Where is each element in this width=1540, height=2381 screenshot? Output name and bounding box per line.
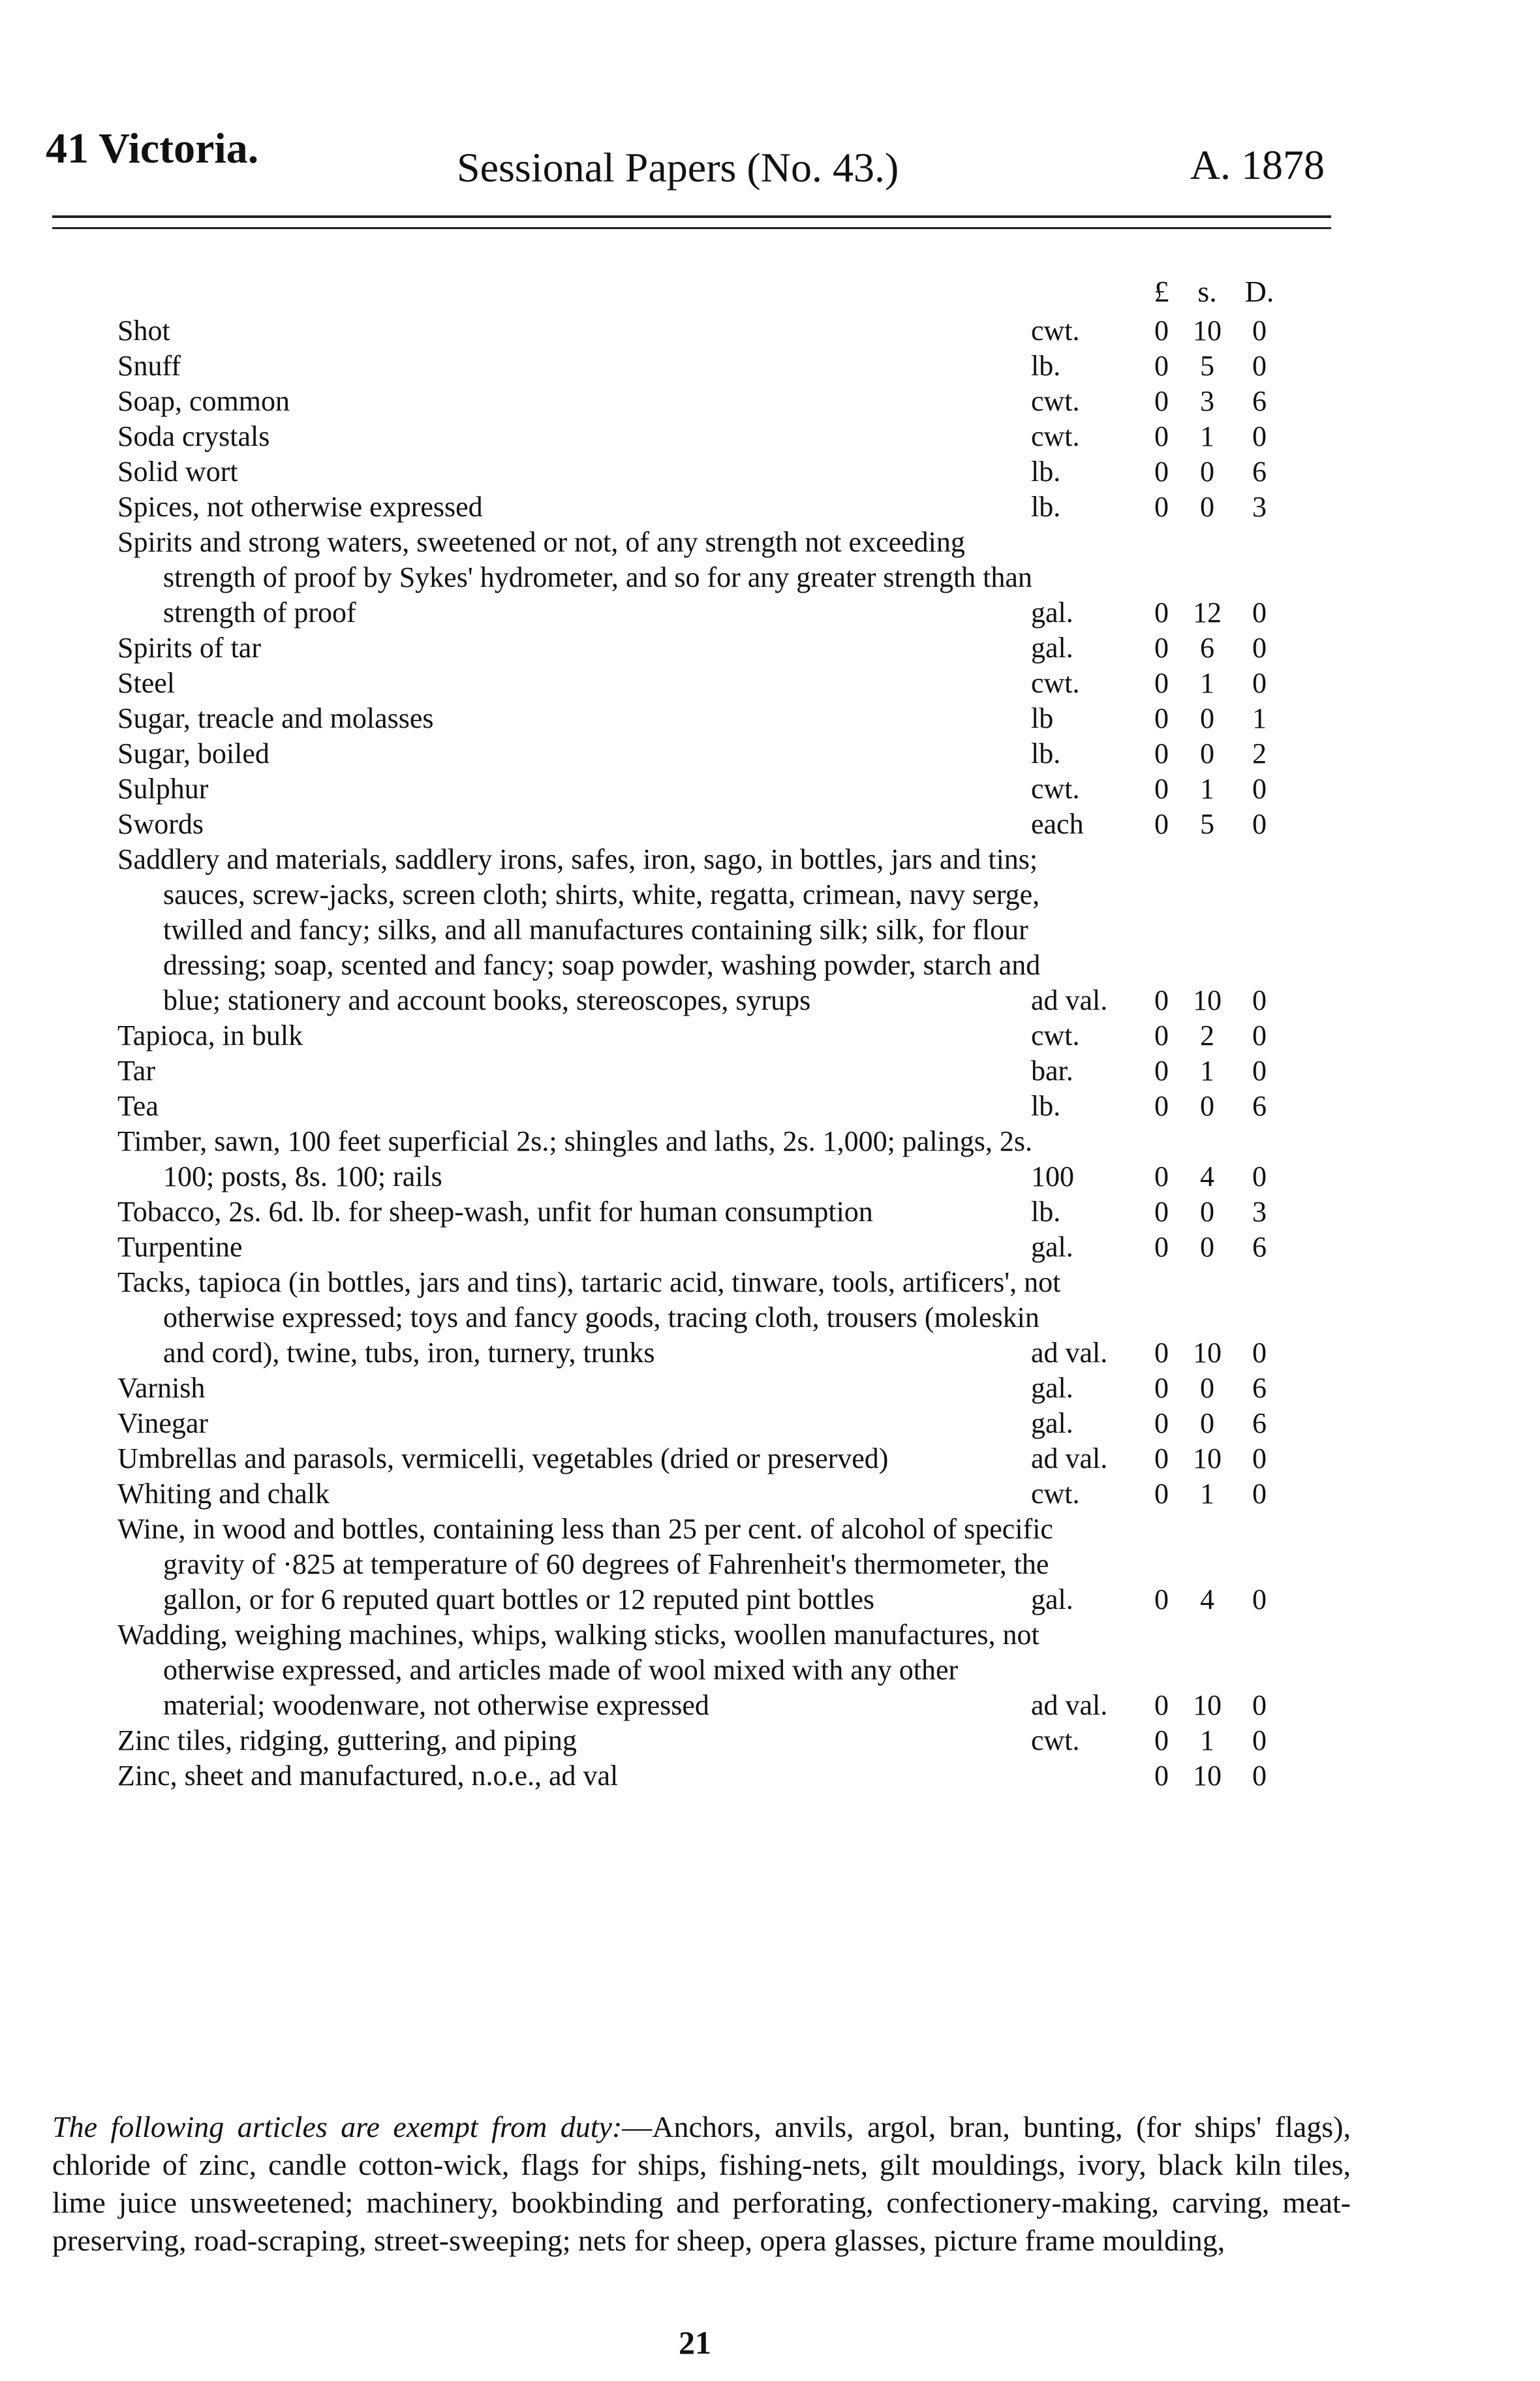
duty-shillings: 10 <box>1193 1689 1222 1721</box>
duty-pence: 6 <box>1252 1372 1267 1404</box>
duty-pounds: 0 <box>1154 350 1169 382</box>
table-row <box>117 1406 1292 1441</box>
duty-pounds: 0 <box>1154 491 1169 523</box>
item-description: Snuff <box>117 350 181 382</box>
duty-pence: 0 <box>1252 1442 1267 1474</box>
table-row <box>117 1512 1292 1617</box>
table-row <box>117 1723 1292 1758</box>
duty-pence: 0 <box>1252 350 1267 382</box>
header-left: 41 Victoria. <box>46 125 259 172</box>
item-description: Spirits and strong waters, sweetened or not, of any strength not exceeding strength of proof by Sykes' hydrometer, and so for any greater strength than strength of proof <box>117 526 1032 629</box>
duty-pounds: 0 <box>1154 773 1169 805</box>
duty-shillings: 4 <box>1200 1160 1214 1192</box>
duty-pounds: 0 <box>1154 1407 1169 1439</box>
duty-pence: 0 <box>1252 1160 1267 1192</box>
table-row <box>117 630 1292 666</box>
duty-pence: 6 <box>1252 456 1267 488</box>
table-row <box>117 1124 1292 1194</box>
duty-pence: 0 <box>1252 984 1267 1016</box>
item-description: Sugar, treacle and molasses <box>117 702 434 734</box>
exempt-paragraph <box>52 2108 1351 2260</box>
item-description: Timber, sawn, 100 feet superficial 2s.; shingles and laths, 2s. 1,000; palings, 2s. 100; posts, 8s. 100; rails <box>117 1125 1033 1192</box>
table-row <box>117 666 1292 701</box>
duty-shillings: 2 <box>1200 1019 1214 1051</box>
duty-pence: 6 <box>1252 1090 1267 1122</box>
item-description: Tar <box>117 1055 155 1087</box>
duty-pence: 0 <box>1252 1337 1267 1369</box>
duty-shillings: 5 <box>1200 350 1214 382</box>
item-unit: lb. <box>1031 1090 1061 1122</box>
item-unit: each <box>1031 808 1084 840</box>
duty-pounds: 0 <box>1154 738 1169 770</box>
item-unit: lb. <box>1031 491 1061 523</box>
duty-pence: 0 <box>1252 597 1267 629</box>
duty-shillings: 10 <box>1193 1337 1222 1369</box>
header-year: A. 1878 <box>1190 142 1325 188</box>
duty-pounds: 0 <box>1154 597 1169 629</box>
table-row <box>117 313 1292 349</box>
item-unit: ad val. <box>1031 1442 1108 1474</box>
item-description: Tobacco, 2s. 6d. lb. for sheep-wash, unfit for human consumption <box>117 1196 873 1228</box>
item-unit: cwt. <box>1031 1019 1080 1051</box>
item-description: Wine, in wood and bottles, containing less than 25 per cent. of alcohol of specific gravity of ·825 at temperature of 60 degrees of Fahrenheit's thermometer, the gallon, or for 6 reputed quart bottles or 12 reputed pint bottles <box>117 1513 1053 1615</box>
duty-pounds: 0 <box>1154 808 1169 840</box>
exempt-lead: The following articles are exempt from duty: <box>52 2110 623 2143</box>
duty-shillings: 6 <box>1200 632 1214 664</box>
duty-shillings: 12 <box>1193 597 1222 629</box>
item-description: Soap, common <box>117 385 290 417</box>
table-row <box>117 1476 1292 1512</box>
item-description: Turpentine <box>117 1231 243 1263</box>
duty-shillings: 10 <box>1193 315 1222 347</box>
item-unit: cwt. <box>1031 1478 1080 1510</box>
item-unit: cwt. <box>1031 385 1080 417</box>
duty-shillings: 1 <box>1200 420 1214 452</box>
header-rule <box>52 215 1331 229</box>
table-row <box>117 1758 1292 1794</box>
item-description: Whiting and chalk <box>117 1478 330 1510</box>
duty-pounds: 0 <box>1154 1442 1169 1474</box>
duty-pence: 6 <box>1252 385 1267 417</box>
item-unit: lb. <box>1031 1196 1061 1228</box>
duty-pence: 2 <box>1252 738 1267 770</box>
item-description: Steel <box>117 667 175 699</box>
item-unit: cwt. <box>1031 667 1080 699</box>
table-row <box>117 525 1292 630</box>
pence-header: D. <box>1244 275 1274 308</box>
table-row <box>117 1018 1292 1053</box>
duty-pounds: 0 <box>1154 1090 1169 1122</box>
item-unit: gal. <box>1031 1231 1073 1263</box>
duty-shillings: 0 <box>1200 1196 1214 1228</box>
item-description: Tacks, tapioca (in bottles, jars and tins), tartaric acid, tinware, tools, artificers', not otherwise expressed; toys and fancy goods, tracing cloth, trousers (moleskin and cord), twine, tubs, iron, turnery, trunks <box>117 1266 1061 1369</box>
item-description: Tea <box>117 1090 159 1122</box>
item-description: Spirits of tar <box>117 632 261 664</box>
duty-pence: 0 <box>1252 1055 1267 1087</box>
duty-pounds: 0 <box>1154 1583 1169 1615</box>
item-description: Swords <box>117 808 204 840</box>
duty-pence: 0 <box>1252 808 1267 840</box>
item-unit: cwt. <box>1031 315 1080 347</box>
duty-shillings: 10 <box>1193 984 1222 1016</box>
table-row <box>117 1371 1292 1406</box>
item-unit: cwt. <box>1031 1724 1080 1756</box>
duty-pence: 0 <box>1252 1724 1267 1756</box>
item-unit: gal. <box>1031 597 1073 629</box>
item-unit: cwt. <box>1031 773 1080 805</box>
item-unit: 100 <box>1031 1160 1074 1192</box>
item-unit: gal. <box>1031 1372 1073 1404</box>
duty-shillings: 0 <box>1200 491 1214 523</box>
item-description: Soda crystals <box>117 420 270 452</box>
duty-pence: 0 <box>1252 667 1267 699</box>
duty-shillings: 0 <box>1200 1090 1214 1122</box>
item-unit: ad val. <box>1031 984 1108 1016</box>
duty-pounds: 0 <box>1154 667 1169 699</box>
item-unit: cwt. <box>1031 420 1080 452</box>
table-row <box>117 454 1292 490</box>
item-unit: lb. <box>1031 738 1061 770</box>
table-row <box>117 807 1292 842</box>
item-description: Saddlery and materials, saddlery irons, safes, iron, sago, in bottles, jars and tins; sauces, screw-jacks, screen cloth; shirts, white, regatta, crimean, navy serge, twilled and fancy; silks, and all manufactures containing silk; silk, for flour dressing; soap, scented and fancy; soap powder, washing powder, starch and blue; stationery and account books, stereoscopes, syrups <box>117 843 1041 1016</box>
item-description: Tapioca, in bulk <box>117 1019 303 1051</box>
item-description: Sulphur <box>117 773 209 805</box>
item-unit: gal. <box>1031 1583 1073 1615</box>
duty-pence: 0 <box>1252 315 1267 347</box>
table-row <box>117 1441 1292 1476</box>
table-row <box>117 771 1292 807</box>
duty-pence: 3 <box>1252 1196 1267 1228</box>
duty-shillings: 4 <box>1200 1583 1214 1615</box>
item-description: Shot <box>117 315 170 347</box>
duty-shillings: 1 <box>1200 773 1214 805</box>
duty-pence: 3 <box>1252 491 1267 523</box>
duty-shillings: 1 <box>1200 1724 1214 1756</box>
duty-pounds: 0 <box>1154 1160 1169 1192</box>
item-unit: lb. <box>1031 456 1061 488</box>
duty-pence: 0 <box>1252 773 1267 805</box>
table-row <box>117 736 1292 771</box>
page-number: 21 <box>679 2324 711 2361</box>
duty-shillings: 1 <box>1200 1055 1214 1087</box>
item-description: Wadding, weighing machines, whips, walking sticks, woollen manufactures, not otherwise expressed, and articles made of wool mixed with any other material; woodenware, not otherwise expressed <box>117 1619 1040 1721</box>
duty-shillings: 0 <box>1200 1407 1214 1439</box>
duty-pounds: 0 <box>1154 1689 1169 1721</box>
table-row <box>117 701 1292 736</box>
duty-shillings: 0 <box>1200 738 1214 770</box>
item-unit: lb <box>1031 702 1054 734</box>
duty-shillings: 5 <box>1200 808 1214 840</box>
duty-pence: 0 <box>1252 420 1267 452</box>
header-title: Sessional Papers (No. 43.) <box>457 144 899 191</box>
duty-pounds: 0 <box>1154 632 1169 664</box>
exempt-text: —Anchors, anvils, argol, bran, bunting, (for ships' flags), chloride of zinc, candle cotton-wick, flags for ships, fishing-nets, gilt mouldings, ivory, black kiln tiles, lime juice unsweetened; machinery, bookbinding and perforating, confectionery-making, carving, meat-preserving, road-scraping, street-sweeping; nets for sheep, opera glasses, picture frame moulding, <box>52 2110 1351 2257</box>
table-row <box>117 1194 1292 1230</box>
duty-pence: 1 <box>1252 702 1267 734</box>
duty-pounds: 0 <box>1154 1231 1169 1263</box>
item-description: Zinc tiles, ridging, guttering, and piping <box>117 1724 577 1756</box>
shillings-header: s. <box>1197 275 1217 308</box>
duty-shillings: 10 <box>1193 1442 1222 1474</box>
table-row <box>117 349 1292 384</box>
table-row <box>117 1617 1292 1723</box>
duty-pounds: 0 <box>1154 1478 1169 1510</box>
table-row <box>117 490 1292 525</box>
duty-pounds: 0 <box>1154 456 1169 488</box>
duty-pence: 0 <box>1252 1019 1267 1051</box>
pounds-header: £ <box>1154 275 1169 308</box>
page-header <box>46 124 1338 191</box>
duty-pence: 0 <box>1252 1583 1267 1615</box>
duty-shillings: 0 <box>1200 1372 1214 1404</box>
duty-pounds: 0 <box>1154 1372 1169 1404</box>
duty-shillings: 1 <box>1200 1478 1214 1510</box>
duty-shillings: 10 <box>1193 1760 1222 1792</box>
duty-shillings: 0 <box>1200 1231 1214 1263</box>
duty-pounds: 0 <box>1154 1337 1169 1369</box>
table-row <box>117 1089 1292 1124</box>
duty-pounds: 0 <box>1154 420 1169 452</box>
duty-pounds: 0 <box>1154 1196 1169 1228</box>
duty-pounds: 0 <box>1154 315 1169 347</box>
duty-pence: 0 <box>1252 1689 1267 1721</box>
duty-pounds: 0 <box>1154 984 1169 1016</box>
duty-pence: 6 <box>1252 1407 1267 1439</box>
item-description: Sugar, boiled <box>117 738 270 770</box>
duty-pounds: 0 <box>1154 1055 1169 1087</box>
table-row <box>117 419 1292 454</box>
tariff-rows <box>117 313 1292 1794</box>
item-unit: ad val. <box>1031 1337 1108 1369</box>
duty-shillings: 3 <box>1200 385 1214 417</box>
duty-pounds: 0 <box>1154 385 1169 417</box>
duty-shillings: 0 <box>1200 702 1214 734</box>
table-row <box>117 1053 1292 1089</box>
item-description: Zinc, sheet and manufactured, n.o.e., ad val <box>117 1760 619 1792</box>
table-row <box>117 842 1292 1018</box>
duty-pence: 0 <box>1252 1760 1267 1792</box>
duty-pounds: 0 <box>1154 1760 1169 1792</box>
item-description: Solid wort <box>117 456 238 488</box>
item-unit: ad val. <box>1031 1689 1108 1721</box>
duty-pence: 0 <box>1252 632 1267 664</box>
item-description: Vinegar <box>117 1407 209 1439</box>
table-row <box>117 1230 1292 1265</box>
item-unit: lb. <box>1031 350 1061 382</box>
duty-pounds: 0 <box>1154 1724 1169 1756</box>
item-unit: gal. <box>1031 632 1073 664</box>
duty-pence: 6 <box>1252 1231 1267 1263</box>
duty-pence: 0 <box>1252 1478 1267 1510</box>
item-description: Spices, not otherwise expressed <box>117 491 483 523</box>
table-row <box>117 384 1292 419</box>
duty-pounds: 0 <box>1154 702 1169 734</box>
tariff-table <box>117 274 1292 1794</box>
item-unit: gal. <box>1031 1407 1073 1439</box>
table-row <box>117 1265 1292 1371</box>
duty-shillings: 1 <box>1200 667 1214 699</box>
item-description: Umbrellas and parasols, vermicelli, vegetables (dried or preserved) <box>117 1442 889 1474</box>
column-headers <box>117 274 1292 313</box>
duty-shillings: 0 <box>1200 456 1214 488</box>
duty-pounds: 0 <box>1154 1019 1169 1051</box>
item-description: Varnish <box>117 1372 206 1404</box>
item-unit: bar. <box>1031 1055 1073 1087</box>
